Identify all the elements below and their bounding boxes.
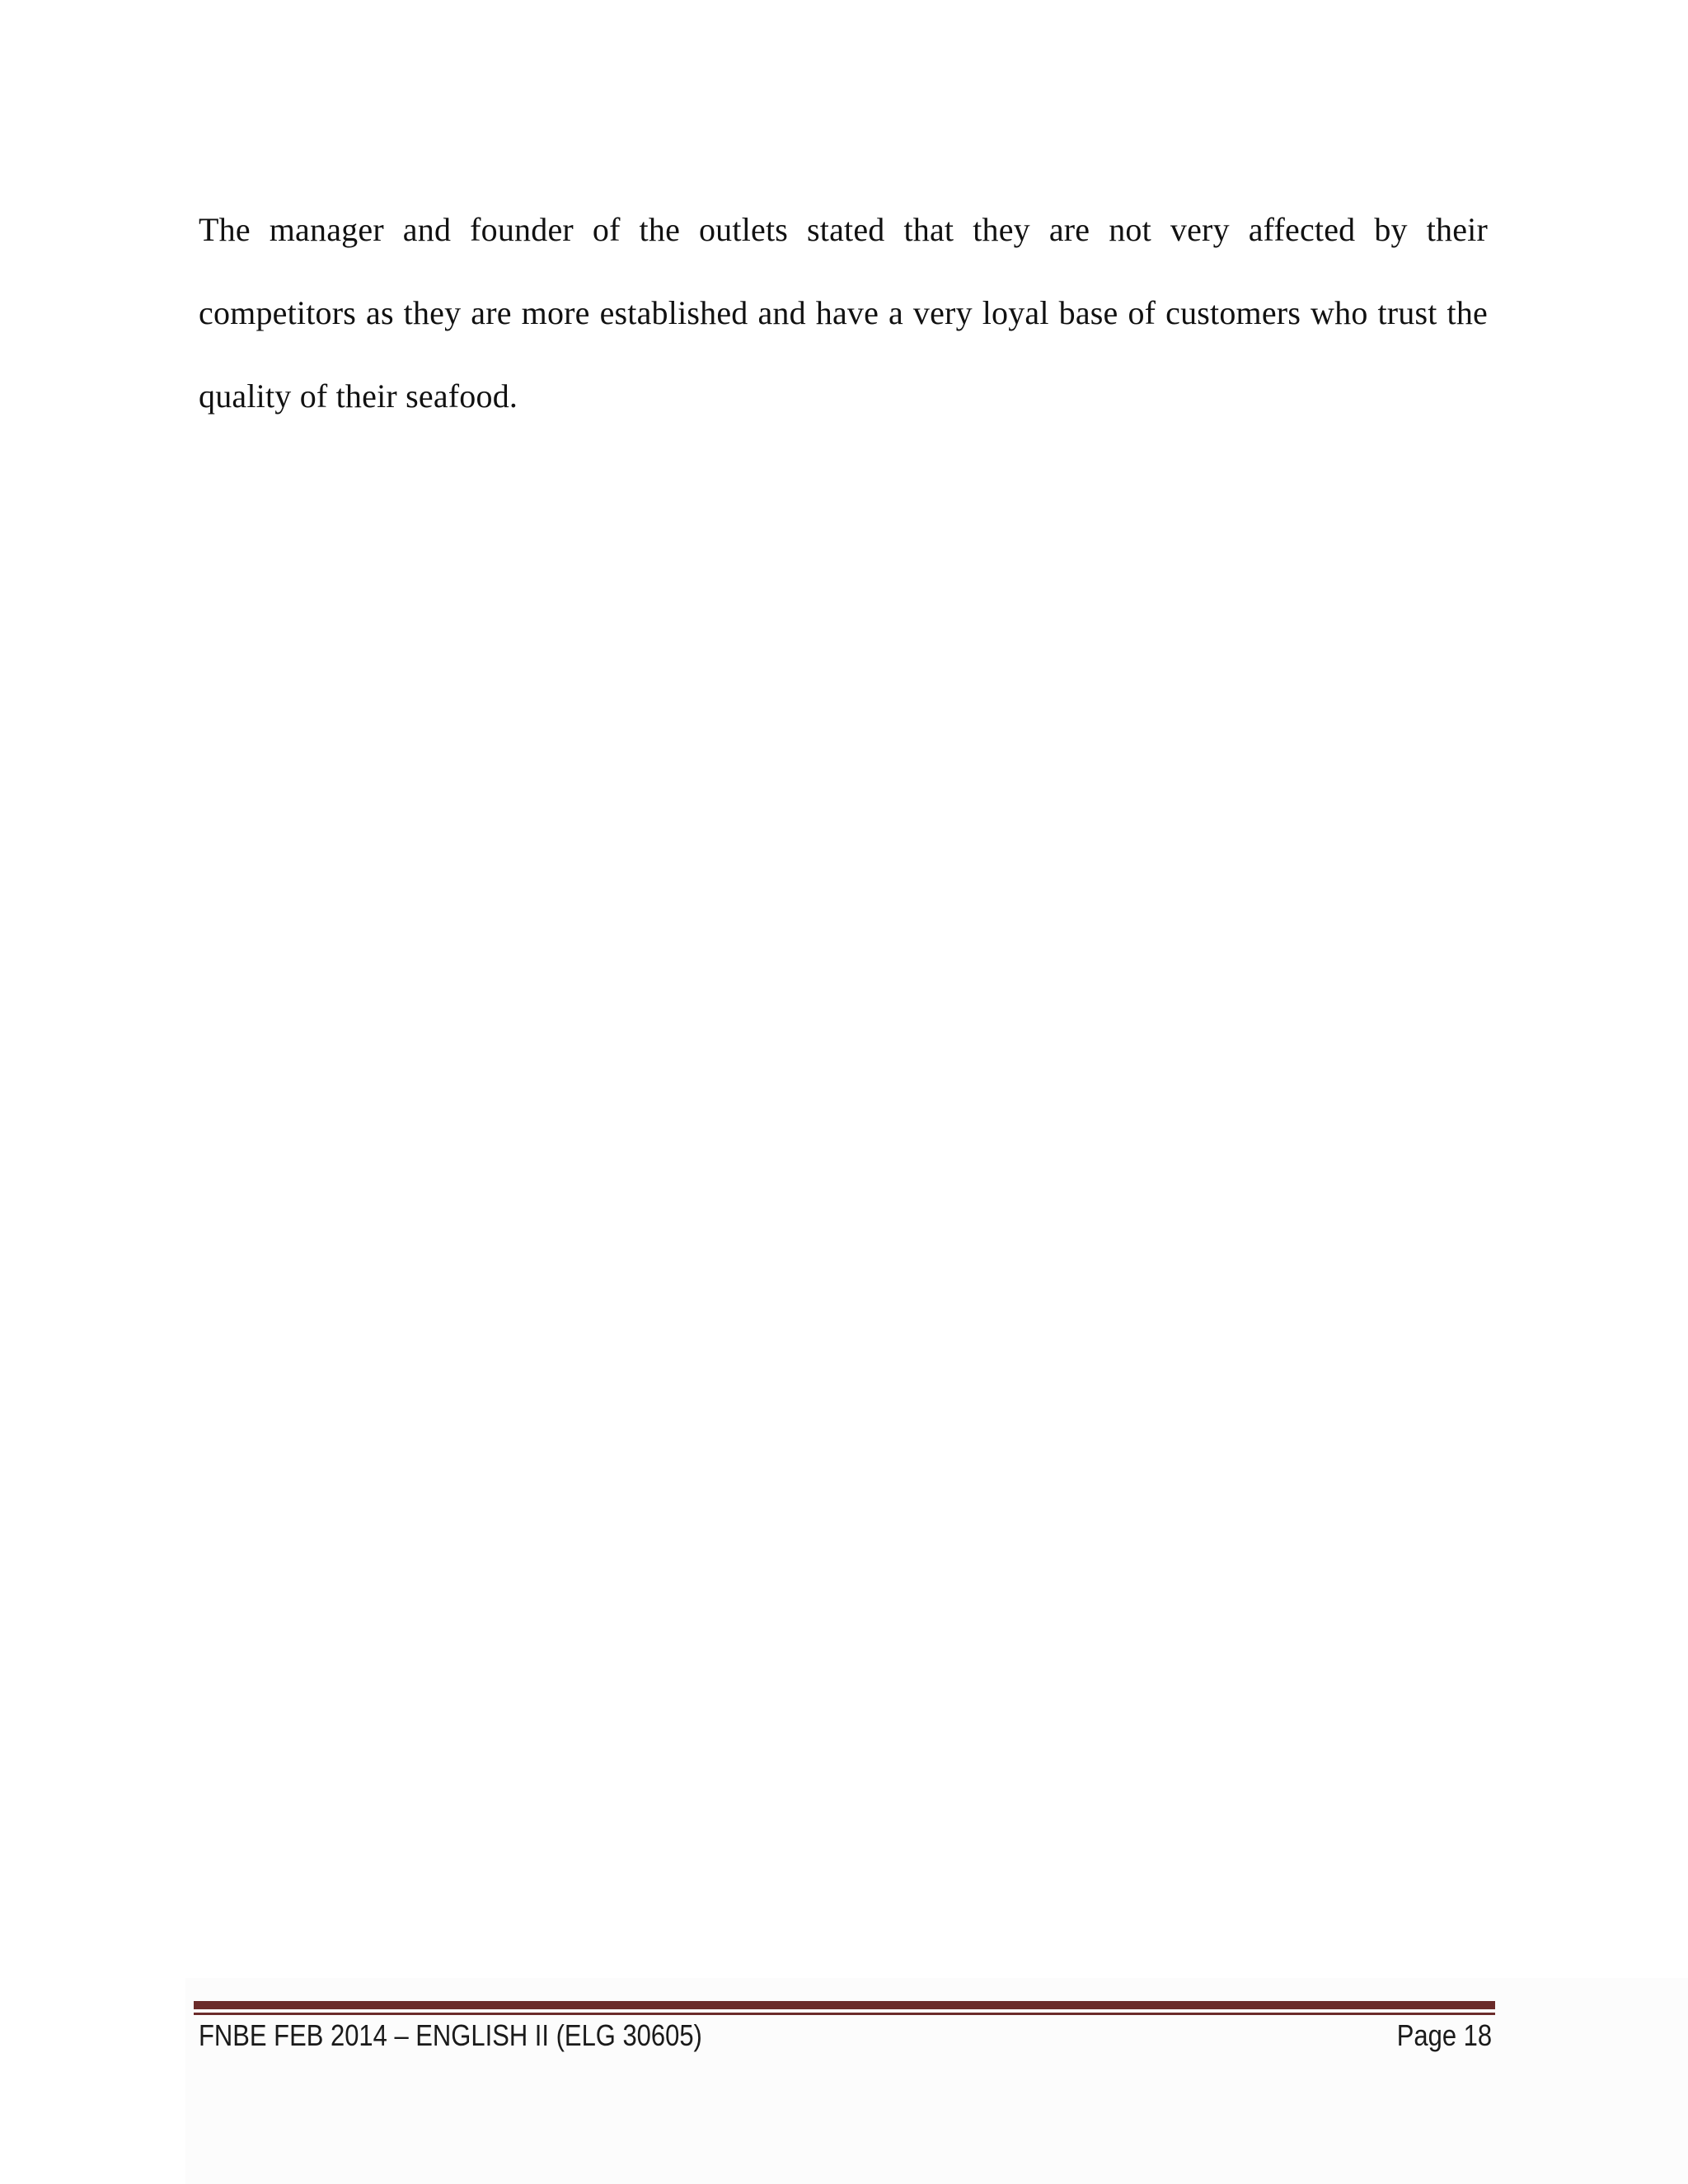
footer-rule-thick xyxy=(194,2001,1495,2009)
body-paragraph: The manager and founder of the outlets stated that they are not very affected by their competitors as they are more established and have a very loyal base of customers who trust the quality of their seafood. xyxy=(199,211,1488,415)
footer-page-number: Page 18 xyxy=(1396,2018,1492,2052)
footer-course-label: FNBE FEB 2014 – ENGLISH II (ELG 30605) xyxy=(199,2018,702,2052)
footer-rule-thin xyxy=(194,2013,1495,2015)
